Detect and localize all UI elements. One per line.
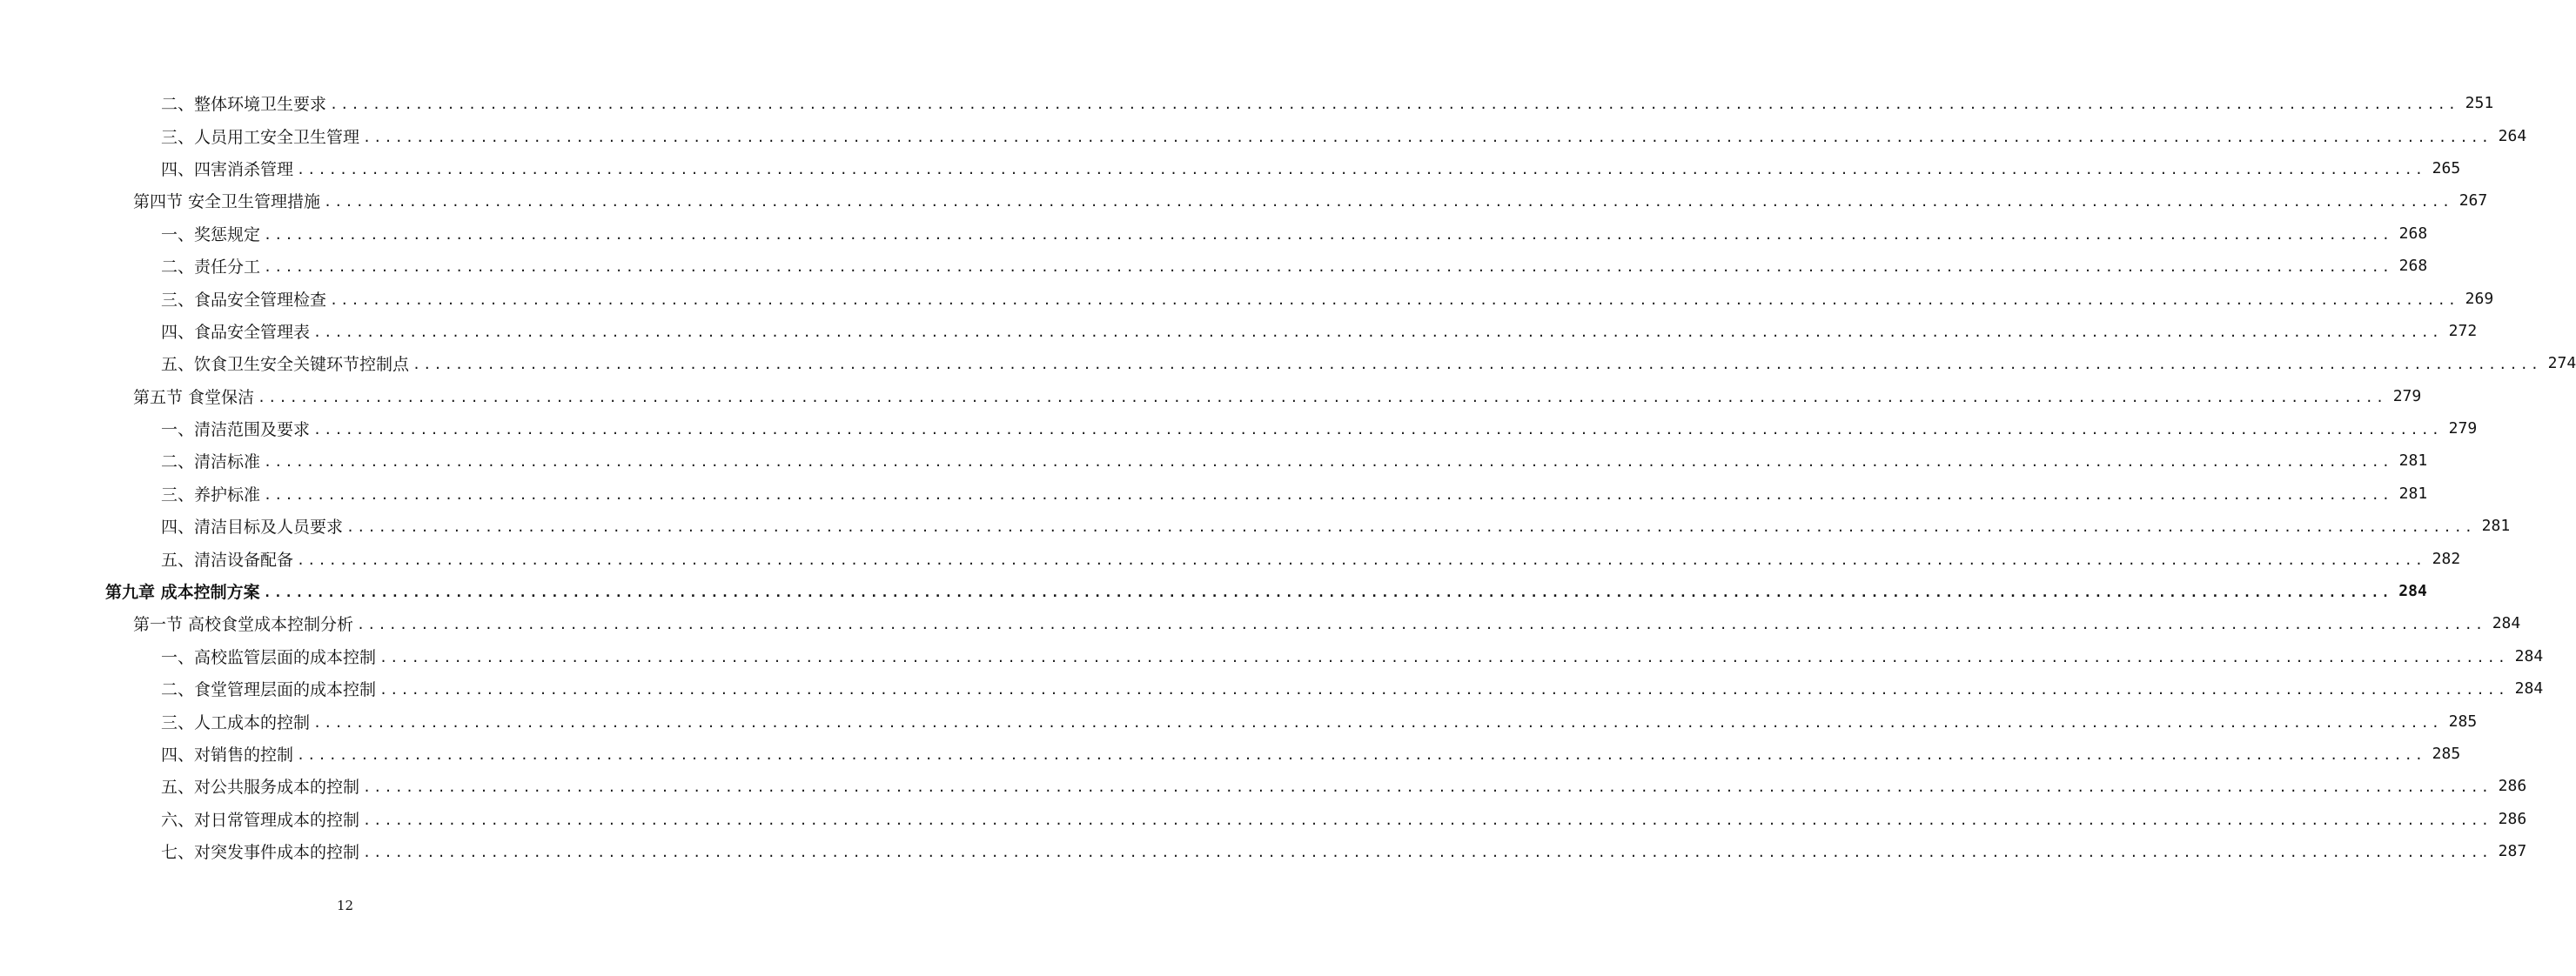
toc-subsection-entry[interactable]	[0, 510, 2511, 542]
toc-dot-leader: ........................................................................................................................................................................................................	[297, 552, 2426, 568]
toc-entry-page: 284	[2398, 582, 2427, 601]
toc-entry-page: 286	[2498, 777, 2527, 796]
toc-subsection-entry[interactable]	[0, 152, 2461, 184]
toc-dot-leader: ........................................................................................................................................................................................................	[330, 291, 2459, 308]
table-of-contents	[0, 87, 2576, 867]
toc-subsection-entry[interactable]	[0, 315, 2478, 347]
toc-entry-title: 四、四害消杀管理	[161, 159, 294, 179]
toc-dot-leader: ........................................................................................................................................................................................................	[363, 129, 2492, 145]
toc-entry-title: 五、清洁设备配备	[161, 550, 294, 570]
toc-entry-title: 第四节 安全卫生管理措施	[133, 192, 321, 212]
toc-subsection-entry[interactable]	[0, 347, 2576, 379]
toc-entry-title: 四、对销售的控制	[161, 745, 294, 765]
toc-entry-title: 二、食堂管理层面的成本控制	[161, 680, 377, 700]
toc-entry-page: 284	[2492, 614, 2521, 633]
toc-subsection-entry[interactable]	[0, 770, 2527, 802]
toc-entry-page: 285	[2432, 745, 2461, 763]
toc-dot-leader: ........................................................................................................................................................................................................	[363, 779, 2492, 796]
toc-subsection-entry[interactable]	[0, 445, 2428, 477]
toc-dot-leader: ........................................................................................................................................................................................................	[363, 812, 2492, 828]
toc-entry-page: 264	[2498, 126, 2527, 145]
toc-entry-title: 四、食品安全管理表	[161, 322, 311, 342]
toc-subsection-entry[interactable]	[0, 217, 2428, 250]
toc-entry-title: 三、人工成本的控制	[161, 712, 311, 732]
toc-entry-page: 274	[2547, 354, 2576, 373]
toc-dot-leader: ........................................................................................................................................................................................................	[379, 682, 2509, 699]
toc-dot-leader: ........................................................................................................................................................................................................	[297, 747, 2426, 763]
toc-entry-title: 一、高校监管层面的成本控制	[161, 647, 377, 667]
toc-dot-leader: ........................................................................................................................................................................................................	[264, 226, 2393, 243]
toc-entry-page: 272	[2448, 321, 2478, 340]
toc-subsection-entry[interactable]	[0, 542, 2461, 574]
toc-entry-page: 282	[2432, 549, 2461, 568]
toc-entry-title: 二、责任分工	[161, 257, 261, 277]
toc-entry-page: 279	[2392, 386, 2422, 405]
toc-subsection-entry[interactable]	[0, 87, 2494, 119]
toc-entry-title: 六、对日常管理成本的控制	[161, 810, 360, 830]
toc-entry-page: 279	[2448, 419, 2478, 438]
toc-subsection-entry[interactable]	[0, 640, 2544, 672]
toc-entry-title: 三、食品安全管理检查	[161, 290, 327, 310]
toc-entry-page: 284	[2514, 679, 2544, 699]
toc-entry-page: 267	[2459, 191, 2488, 211]
toc-entry-title: 三、养护标准	[161, 485, 261, 505]
toc-entry-title: 二、整体环境卫生要求	[161, 95, 327, 115]
toc-entry-title: 五、对公共服务成本的控制	[161, 778, 360, 798]
toc-subsection-entry[interactable]	[0, 478, 2428, 510]
toc-entry-title: 五、饮食卫生安全关键环节控制点	[161, 355, 410, 375]
toc-dot-leader: ........................................................................................................................................................................................................	[346, 519, 2476, 536]
toc-subsection-entry[interactable]	[0, 705, 2478, 737]
toc-entry-title: 四、清洁目标及人员要求	[161, 518, 344, 538]
toc-subsection-entry[interactable]	[0, 803, 2527, 835]
toc-dot-leader: ........................................................................................................................................................................................................	[379, 649, 2509, 665]
toc-subsection-entry[interactable]	[0, 738, 2461, 770]
toc-subsection-entry[interactable]	[0, 835, 2527, 867]
toc-entry-page: 281	[2398, 451, 2428, 471]
toc-entry-page: 286	[2498, 809, 2527, 828]
toc-entry-title: 七、对突发事件成本的控制	[161, 843, 360, 863]
toc-dot-leader: ........................................................................................................................................................................................................	[264, 486, 2393, 503]
toc-entry-page: 287	[2498, 842, 2527, 861]
toc-section-entry[interactable]	[0, 607, 2521, 639]
toc-dot-leader: ........................................................................................................................................................................................................	[264, 259, 2393, 276]
toc-dot-leader: ........................................................................................................................................................................................................	[313, 714, 2443, 731]
toc-section-entry[interactable]	[0, 184, 2488, 217]
toc-entry-page: 251	[2465, 94, 2494, 113]
toc-dot-leader: ........................................................................................................................................................................................................	[313, 324, 2443, 340]
toc-section-entry[interactable]	[0, 380, 2422, 412]
toc-dot-leader: ........................................................................................................................................................................................................	[363, 845, 2492, 861]
toc-dot-leader: ........................................................................................................................................................................................................	[324, 194, 2453, 211]
page-number: 12	[336, 898, 354, 913]
toc-subsection-entry[interactable]	[0, 119, 2527, 151]
toc-dot-leader: ........................................................................................................................................................................................................	[357, 617, 2486, 633]
toc-dot-leader: ........................................................................................................................................................................................................	[263, 585, 2392, 601]
toc-subsection-entry[interactable]	[0, 250, 2428, 282]
toc-entry-page: 265	[2432, 158, 2461, 177]
toc-entry-title: 第九章 成本控制方案	[105, 583, 260, 603]
toc-chapter-entry[interactable]	[0, 575, 2427, 607]
toc-entry-title: 三、人员用工安全卫生管理	[161, 127, 360, 147]
toc-dot-leader: ........................................................................................................................................................................................................	[313, 422, 2443, 438]
toc-entry-page: 281	[2481, 517, 2511, 536]
toc-entry-title: 一、清洁范围及要求	[161, 420, 311, 440]
toc-entry-title: 一、奖惩规定	[161, 224, 261, 244]
toc-entry-page: 285	[2448, 712, 2478, 731]
toc-entry-page: 268	[2398, 257, 2428, 276]
toc-subsection-entry[interactable]	[0, 282, 2494, 314]
toc-subsection-entry[interactable]	[0, 672, 2544, 705]
toc-dot-leader: ........................................................................................................................................................................................................	[413, 357, 2542, 373]
toc-dot-leader: ........................................................................................................................................................................................................	[264, 454, 2393, 471]
toc-entry-title: 第五节 食堂保洁	[133, 387, 255, 407]
toc-entry-page: 284	[2514, 646, 2544, 665]
toc-entry-page: 269	[2465, 289, 2494, 308]
toc-subsection-entry[interactable]	[0, 412, 2478, 445]
toc-dot-leader: ........................................................................................................................................................................................................	[297, 161, 2426, 177]
toc-entry-page: 281	[2398, 484, 2428, 503]
toc-dot-leader: ........................................................................................................................................................................................................	[330, 97, 2459, 113]
toc-entry-page: 268	[2398, 224, 2428, 243]
toc-dot-leader: ........................................................................................................................................................................................................	[258, 389, 2387, 405]
toc-entry-title: 二、清洁标准	[161, 452, 261, 472]
toc-entry-title: 第一节 高校食堂成本控制分析	[133, 615, 354, 635]
